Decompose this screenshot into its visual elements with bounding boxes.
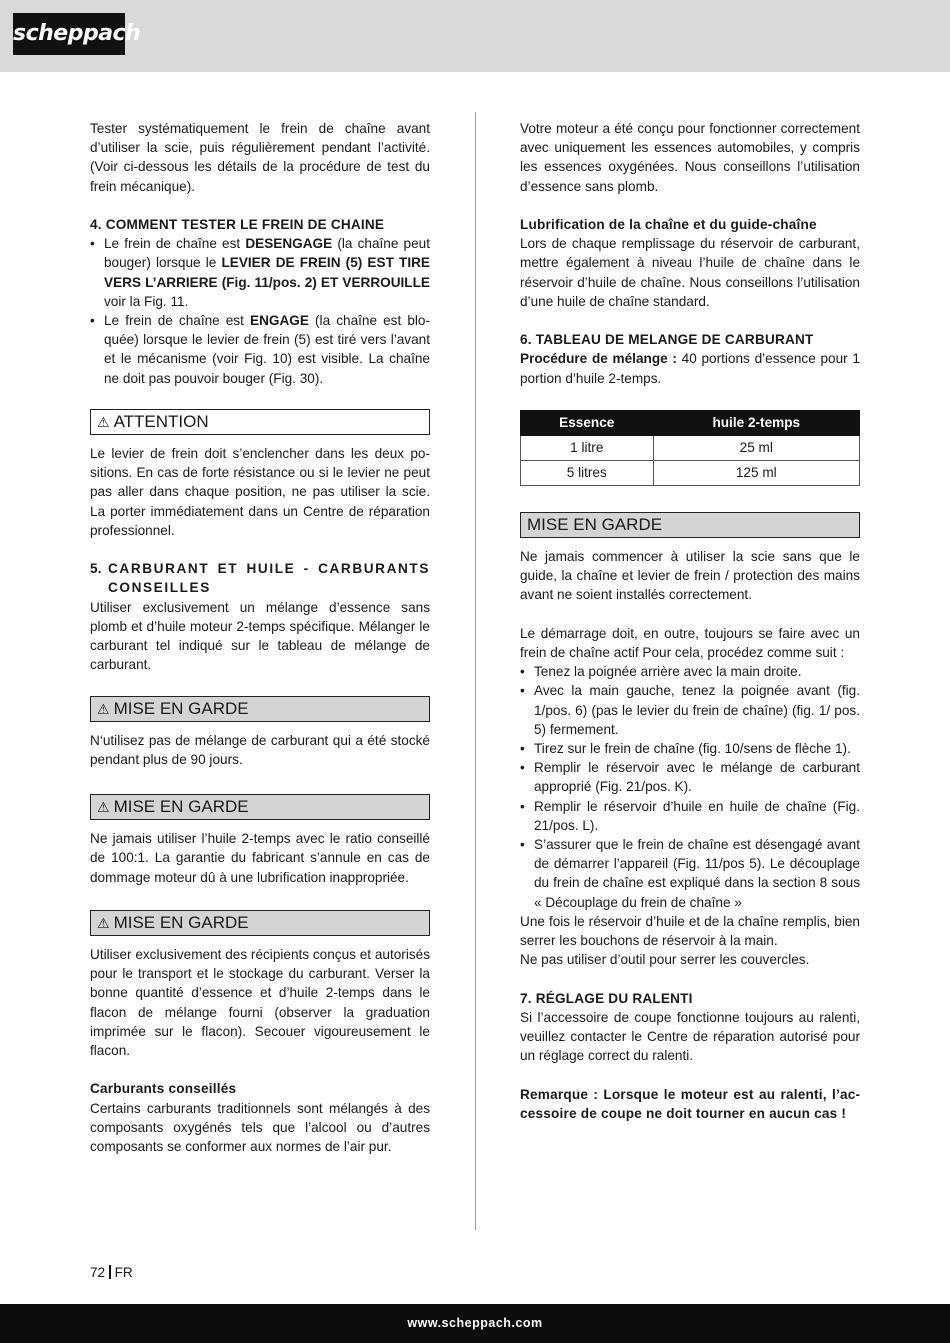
list-item: • Avec la main gauche, tenez la poignée avant (fig. 1/pos. 6) (pas le levier du frein de chaîne) (fig. 1/ pos. 5) fermement.	[520, 681, 860, 739]
list-item: • Le frein de chaîne est DESENGAGE (la chaîne peut bouger) lorsque le LEVIER DE FREIN (5) EST TIRE VERS L’ARRIERE (Fig. 11/pos. 2) ET VERROUILLE voir la Fig. 11.	[90, 234, 430, 311]
mix-procedure: Procédure de mélange : 40 portions d’essence pour 1 portion d’huile 2-temps.	[520, 351, 860, 386]
warning-box-1: ⚠ MISE EN GARDE	[90, 696, 430, 722]
section-4-heading: 4. COMMENT TESTER LE FREIN DE CHAINE	[90, 217, 385, 232]
warning-triangle-icon: ⚠	[97, 700, 110, 717]
table-row: 1 litre 25 ml	[521, 436, 860, 461]
warning-right-text-2: Le démarrage doit, en outre, toujours se faire avec un frein de chaîne actif Pour cela, procédez comme suit :	[520, 625, 860, 660]
brake-list	[90, 234, 430, 388]
table-row: 5 litres 125 ml	[521, 461, 860, 486]
list-item: • Remplir le réservoir d’huile en huile de chaîne (Fig. 21/pos. L).	[520, 797, 860, 835]
right-column	[520, 119, 860, 1123]
lubrication-text: Lors de chaque remplissage du réservoir de carburant, mettre également à niveau l’huile de chaîne dans le réservoir d’huile de chaîne. Nous conseillons l’utilisation d’une huile de chaîne standard.	[520, 236, 860, 309]
fuel-mix-table	[520, 410, 860, 486]
section-7-text: Si l’accessoire de coupe fonctionne toujours au ralenti, veuillez contacter le Centre de réparation autorisé pour un réglage correct du ralenti.	[520, 1009, 860, 1064]
list-item: • Le frein de chaîne est ENGAGE (la chaîne est bloquée) lorsque le levier de frein (5) est tiré vers l’avant et le mécanisme (voir Fig. 10) est visible. La chaîne ne doit pas pouvoir bouger (Fig. 30).	[90, 311, 430, 388]
list-item: • Remplir le réservoir avec le mélange de carburant approprié (Fig. 21/pos. K).	[520, 758, 860, 796]
section-6-heading: 6. TABLEAU DE MELANGE DE CARBURANT	[520, 332, 814, 348]
warning-triangle-icon: ⚠	[97, 414, 110, 431]
warning-2-text: Ne jamais utiliser l’huile 2-temps avec le ratio conseillé de 100:1. La garantie du fabricant s’annule en cas de dommage moteur dû à une lubrification inappropriée.	[90, 831, 430, 885]
website-link[interactable]: www.scheppach.com	[407, 1316, 543, 1330]
tool-note-text: Ne pas utiliser d’outil pour serrer les couvercles.	[520, 952, 810, 968]
brand-logo: scheppach	[13, 13, 125, 55]
engine-intro-text: Votre moteur a été conçu pour fonctionner correctement avec uniquement les essences automobiles, y compris les essences oxygénées. Nous conseillons l’utilisation d’essence sans plomb.	[520, 121, 860, 194]
fuels-heading: Carburants conseillés	[90, 1081, 237, 1097]
warning-1-text: N‘utilisez pas de mélange de carburant qui a été stocké pendant plus de 90 jours.	[90, 732, 430, 767]
list-item: • S’assurer que le frein de chaîne est désengagé avant de démarrer l’appareil (Fig. 11/pos 5). Le découplage du frein de chaîne est expliqué dans la section 8 sous « Découplage du frein de chaîne »	[520, 835, 860, 912]
warning-3-text: Utiliser exclusivement des récipients conçus et autorisés pour le transport et le stockage du carburant. Verser la bonne quantité d’essence et d’huile 2-temps dans le flacon de mélange fourni (observer la graduation imprimée sur le flacon). Secouer vigoureusement le flacon.	[90, 947, 430, 1059]
section-5-heading: 5. CARBURANT ET HUILE - CARBURANTS CONSEILLES	[90, 561, 430, 596]
attention-text: Le levier de frein doit s’enclencher dans les deux positions. En cas de forte résistance ou si le levier ne peut pas aller dans chaque position, ne pas utiliser la scie. La porter immédiatement dans un Centre de réparation professionnel.	[90, 446, 430, 538]
page-header	[0, 0, 950, 72]
left-column	[90, 119, 430, 1156]
page-footer	[0, 1304, 950, 1343]
column-divider	[475, 112, 476, 1230]
after-fill-text: Une fois le réservoir d’huile et de la chaîne remplis, bien serrer les bouchons de réservoir à la main.	[520, 913, 860, 949]
warning-triangle-icon: ⚠	[97, 915, 110, 932]
section-7-heading: 7. RÉGLAGE DU RALENTI	[520, 990, 693, 1006]
warning-right-text-1: Ne jamais commencer à utiliser la scie sans que le guide, la chaîne et levier de frein / protection des mains avant ne soient installés correctement.	[520, 549, 860, 603]
warning-box-2: ⚠ MISE EN GARDE	[90, 794, 430, 820]
section-5-text: Utiliser exclusivement un mélange d’essence sans plomb et d’huile moteur 2-temps spécifique. Mélanger le carburant tel indiqué sur le tableau de mélange de carburant.	[90, 599, 430, 673]
fuels-text: Certains carburants traditionnels sont mélangés à des composants oxygénés tels que l’alcool ou d’autres composants se conformer aux normes de l’air pur.	[90, 1100, 430, 1155]
warning-box-3: ⚠ MISE EN GARDE	[90, 910, 430, 936]
warning-triangle-icon: ⚠	[97, 799, 110, 816]
attention-box: ⚠ ATTENTION	[90, 409, 430, 435]
lubrication-heading: Lubrification de la chaîne et du guide-chaîne	[520, 217, 817, 232]
list-item: • Tirez sur le frein de chaîne (fig. 10/sens de flèche 1).	[520, 739, 860, 758]
intro-text: Tester systématiquement le frein de chaîne avant d’utiliser la scie, puis régulièrement pendant l’activité. (Voir ci-dessous les détails de la procédure de test du frein mécanique).	[90, 121, 430, 194]
page-number: 72 FR	[90, 1265, 133, 1280]
warning-box-right: MISE EN GARDE	[520, 512, 860, 538]
remark-text: Remarque : Lorsque le moteur est au ralenti, l’accessoire de coupe ne doit tourner en aucun cas !	[520, 1086, 860, 1121]
list-item: • Tenez la poignée arrière avec la main droite.	[520, 662, 860, 681]
table-header-essence: Essence	[521, 411, 654, 436]
table-header-oil: huile 2-temps	[653, 411, 859, 436]
start-steps-list	[520, 662, 860, 912]
